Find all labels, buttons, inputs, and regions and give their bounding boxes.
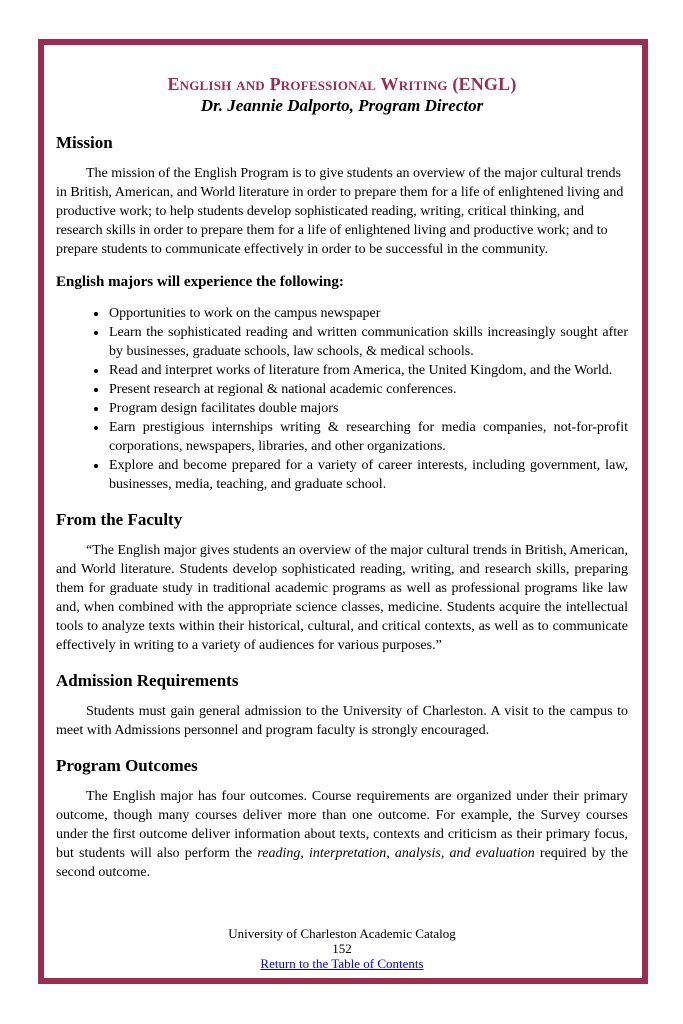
footer-catalog-title: University of Charleston Academic Catalog <box>228 926 456 941</box>
outcomes-text-italic: reading, interpretation, analysis, and evaluation <box>257 846 535 861</box>
outcomes-text-before: The English major has four outcomes. Course requirements are organized under their primary outcome, though many courses deliver more than one outcome. For example, the Survey courses under the first outcome deliver information about texts, contexts and criticism as their primary focus, but students will also perform the <box>56 789 628 861</box>
list-item: • Program design facilitates double majors <box>108 399 628 418</box>
mission-paragraph: The mission of the English Program is to give students an overview of the major cultural trends in British, American, and World literature in order to prepare them for a life of enlightened living and productive work; to help students develop sophisticated reading, writing, critical thinking, and research skills in order to prepare them for a life of enlightened living and productive work; and to prepare students to communicate effectively in order to be successful in the community. <box>56 166 624 257</box>
experience-bullet-list <box>56 304 628 494</box>
page-title: English and Professional Writing (ENGL) <box>167 74 517 94</box>
section-heading-mission: Mission <box>56 133 113 152</box>
outcomes-text-after: required by the second outcome. <box>56 846 628 880</box>
admission-paragraph: Students must gain general admission to the University of Charleston. A visit to the campus to meet with Admissions personnel and program faculty is strongly encouraged. <box>56 704 628 738</box>
list-item: • Present research at regional & national academic conferences. <box>108 380 628 399</box>
section-heading-admission: Admission Requirements <box>56 671 239 690</box>
list-item: • Learn the sophisticated reading and written communication skills increasingly sought after by businesses, graduate schools, law schools, & medical schools. <box>108 323 628 361</box>
outcomes-paragraph <box>56 787 628 882</box>
table-of-contents-link[interactable]: Return to the Table of Contents <box>260 956 424 971</box>
footer-page-number: 152 <box>332 941 352 956</box>
list-item: • Explore and become prepared for a variety of career interests, including government, law, businesses, media, teaching, and graduate school. <box>108 456 628 494</box>
page-footer <box>56 926 628 978</box>
page-content <box>44 45 642 978</box>
section-heading-faculty: From the Faculty <box>56 510 183 529</box>
program-director-subtitle: Dr. Jeannie Dalporto, Program Director <box>200 96 484 115</box>
list-item: • Earn prestigious internships writing & researching for media companies, not-for-profit corporations, newspapers, libraries, and other organizations. <box>108 418 628 456</box>
section-heading-outcomes: Program Outcomes <box>56 756 198 775</box>
section-heading-experience: English majors will experience the following: <box>56 274 344 290</box>
list-item: • Read and interpret works of literature from America, the United Kingdom, and the World. <box>108 361 628 380</box>
faculty-paragraph: “The English major gives students an overview of the major cultural trends in British, American, and World literature. Students develop sophisticated reading, writing, and research skills, preparing them for graduate study in traditional academic programs as well as professional programs like law and, when combined with the appropriate science classes, medicine. Students acquire the intellectual tools to analyze texts within their historical, cultural, and critical contexts, as well as to communicate effectively in writing to a variety of audiences for various purposes.” <box>56 543 628 653</box>
page-border-frame <box>38 39 648 984</box>
list-item: • Opportunities to work on the campus newspaper <box>108 304 628 323</box>
